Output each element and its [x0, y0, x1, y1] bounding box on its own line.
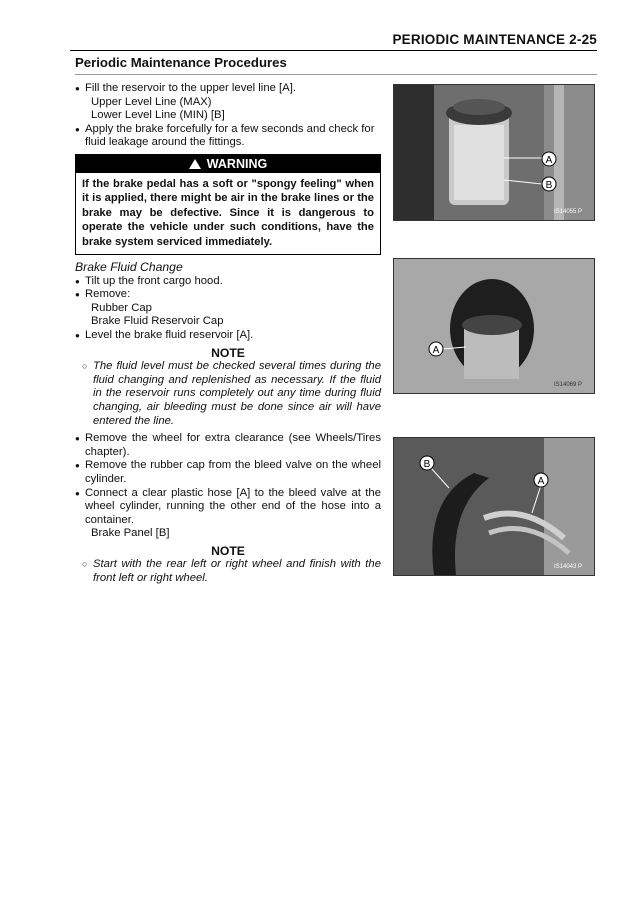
hood-photo-illustration: [394, 259, 594, 393]
callout-b: B: [423, 459, 431, 470]
brake-fluid-change-title: Brake Fluid Change: [75, 260, 183, 274]
figure-reservoir-hood: [393, 258, 595, 394]
step-apply-brake: ● Apply the brake forcefully for a few seconds and check for fluid leakage around the fittings.: [75, 123, 381, 150]
step-tilt-hood: ● Tilt up the front cargo hood.: [75, 275, 381, 289]
warning-label: WARNING: [206, 156, 268, 171]
figure-code: IS14055 P: [554, 209, 583, 215]
figure-bleed-hose: [393, 437, 595, 576]
callout-a: A: [432, 345, 440, 356]
warning-box: [75, 154, 381, 255]
sub-lower-level: Lower Level Line (MIN) [B]: [91, 109, 225, 122]
sub-reservoir-cap: Brake Fluid Reservoir Cap: [91, 315, 224, 328]
warning-header: [76, 155, 380, 173]
warning-icon: [189, 159, 201, 169]
figure-code: IS14043 P: [554, 564, 583, 570]
section-rule: [75, 74, 597, 75]
note-fluid-level: ○ The fluid level must be checked several times during the fluid changing and replenished as necessary. If the fluid in the reservoir runs completely out any time during fluid changing, air bleeding must be done since air will have entered the line.: [75, 360, 381, 428]
callout-a: A: [537, 476, 545, 487]
bleed-photo-illustration: [394, 438, 594, 575]
step-remove-rubber-cap: ● Remove the rubber cap from the bleed valve on the wheel cylinder.: [75, 459, 381, 486]
header-title: PERIODIC MAINTENANCE 2-25: [392, 32, 597, 47]
step-fill-reservoir: ● Fill the reservoir to the upper level line [A].: [75, 82, 381, 96]
text-column: [75, 82, 381, 586]
header-rule: [70, 50, 597, 51]
page-header: [70, 30, 597, 54]
step-level-reservoir: ● Level the brake fluid reservoir [A].: [75, 329, 381, 343]
step-remove: ● Remove:: [75, 288, 381, 302]
note-wheel-order: ○ Start with the rear left or right wheel and finish with the front left or right wheel.: [75, 558, 381, 585]
note-label-2: NOTE: [211, 543, 245, 558]
section-title: Periodic Maintenance Procedures: [75, 55, 287, 70]
step-remove-wheel: ● Remove the wheel for extra clearance (see Wheels/Tires chapter).: [75, 432, 381, 459]
reservoir-photo-illustration: [394, 85, 594, 220]
sub-rubber-cap: Rubber Cap: [91, 301, 152, 314]
step-connect-hose: ● Connect a clear plastic hose [A] to the bleed valve at the wheel cylinder, running the other end of the hose into a container.: [75, 487, 381, 528]
callout-b: B: [545, 180, 553, 191]
figure-code: IS14069 P: [554, 382, 583, 388]
sub-upper-level: Upper Level Line (MAX): [91, 95, 212, 108]
callout-a: A: [545, 155, 553, 166]
warning-text: If the brake pedal has a soft or "spongy feeling" when it is applied, there might be air in the brake lines or the brake may be defective. Since it is dangerous to operate the vehicle under such conditions, have the brake system serviced immediately.: [82, 177, 374, 248]
sub-brake-panel: Brake Panel [B]: [91, 527, 170, 540]
note-label: NOTE: [211, 345, 245, 360]
figure-reservoir-levels: [393, 84, 595, 221]
